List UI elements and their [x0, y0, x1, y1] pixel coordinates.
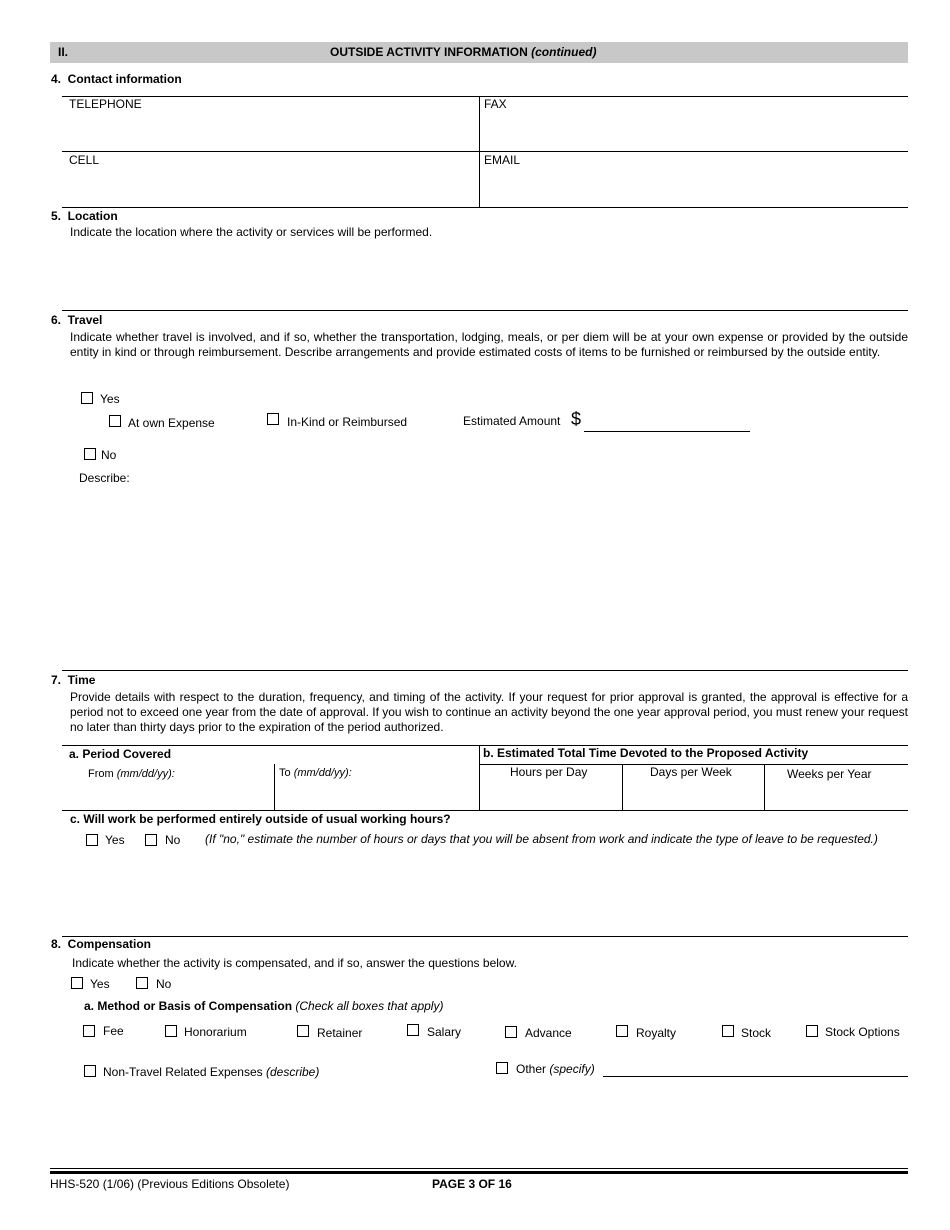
advance-label: Advance	[525, 1026, 572, 1040]
footer-rule	[50, 1168, 908, 1169]
method-heading: a. Method or Basis of Compensation (Check all boxes that apply)	[84, 999, 444, 1013]
honorarium-label: Honorarium	[184, 1025, 247, 1039]
leave-details-field[interactable]	[70, 852, 908, 932]
currency-symbol: $	[571, 409, 582, 429]
form-id: HHS-520 (1/06) (Previous Editions Obsolete)	[50, 1177, 290, 1191]
from-label: From (mm/dd/yy):	[88, 768, 175, 780]
divider	[62, 670, 908, 671]
travel-yes-label: Yes	[100, 392, 120, 406]
divider	[479, 96, 480, 207]
section-header	[50, 42, 908, 63]
estimated-amount-label: Estimated Amount	[463, 414, 561, 428]
divider	[764, 764, 765, 810]
time-heading: 7. Time	[51, 673, 96, 687]
compensation-no-label: No	[156, 977, 172, 991]
estimated-amount-field[interactable]	[584, 413, 750, 432]
stock-options-label: Stock Options	[825, 1025, 900, 1039]
fax-field[interactable]	[481, 97, 907, 150]
cell-field[interactable]	[63, 152, 477, 206]
location-instruction: Indicate the location where the activity or services will be performed.	[70, 225, 433, 239]
travel-no-label: No	[101, 448, 117, 462]
travel-heading: 6. Travel	[51, 313, 103, 327]
retainer-checkbox[interactable]	[297, 1025, 309, 1037]
divider	[62, 207, 908, 208]
hours-per-day-field[interactable]	[481, 782, 621, 809]
other-specify-field[interactable]	[603, 1060, 908, 1077]
divider	[622, 764, 623, 810]
advance-checkbox[interactable]	[505, 1026, 517, 1038]
email-label: EMAIL	[484, 153, 521, 167]
stock-label: Stock	[741, 1026, 772, 1040]
travel-describe-field[interactable]	[79, 488, 908, 666]
page-number: PAGE 3 OF 16	[432, 1177, 512, 1191]
compensation-no-checkbox[interactable]	[136, 977, 148, 989]
stock-checkbox[interactable]	[722, 1025, 734, 1037]
travel-yes-checkbox[interactable]	[81, 392, 93, 404]
honorarium-checkbox[interactable]	[165, 1025, 177, 1037]
own-expense-label: At own Expense	[128, 416, 215, 430]
fee-label: Fee	[103, 1024, 124, 1038]
royalty-label: Royalty	[636, 1026, 677, 1040]
outside-hours-question: c. Will work be performed entirely outside of usual working hours?	[70, 812, 451, 826]
to-date-field[interactable]	[276, 783, 478, 809]
retainer-label: Retainer	[317, 1026, 363, 1040]
outside-hours-no-checkbox[interactable]	[145, 834, 157, 846]
in-kind-checkbox[interactable]	[267, 413, 279, 425]
cell-label: CELL	[69, 153, 100, 167]
email-field[interactable]	[481, 152, 907, 206]
location-field[interactable]	[70, 242, 908, 308]
compensation-heading: 8. Compensation	[51, 937, 152, 951]
non-travel-checkbox[interactable]	[84, 1065, 96, 1077]
non-travel-label: Non-Travel Related Expenses (describe)	[103, 1065, 320, 1079]
salary-checkbox[interactable]	[407, 1024, 419, 1036]
divider	[274, 764, 275, 810]
outside-hours-no-label: No	[165, 833, 181, 847]
divider	[62, 936, 908, 937]
royalty-checkbox[interactable]	[616, 1025, 628, 1037]
own-expense-checkbox[interactable]	[109, 415, 121, 427]
travel-no-checkbox[interactable]	[84, 448, 96, 460]
stock-options-checkbox[interactable]	[806, 1025, 818, 1037]
other-checkbox[interactable]	[496, 1062, 508, 1074]
divider	[62, 810, 908, 811]
outside-hours-note: (If "no," estimate the number of hours or days that you will be absent from work and indicate the type of leave to be requested.)	[205, 832, 878, 846]
fee-checkbox[interactable]	[83, 1025, 95, 1037]
outside-hours-yes-checkbox[interactable]	[86, 834, 98, 846]
describe-label: Describe:	[79, 471, 130, 485]
outside-hours-yes-label: Yes	[105, 833, 125, 847]
divider	[62, 310, 908, 311]
weeks-per-year-label: Weeks per Year	[787, 767, 872, 781]
contact-heading: 4. Contact information	[51, 72, 182, 86]
salary-label: Salary	[427, 1025, 462, 1039]
section-number: II.	[58, 45, 69, 59]
compensation-yes-label: Yes	[90, 977, 110, 991]
section-title: OUTSIDE ACTIVITY INFORMATION (continued)	[330, 45, 597, 59]
weeks-per-year-field[interactable]	[766, 782, 907, 809]
in-kind-label: In-Kind or Reimbursed	[287, 415, 408, 429]
location-heading: 5. Location	[51, 209, 118, 223]
telephone-label: TELEPHONE	[69, 97, 142, 111]
estimate-heading: b. Estimated Total Time Devoted to the Proposed Activity	[483, 746, 809, 760]
travel-instruction: Indicate whether travel is involved, and if so, whether the transportation, lodging, meals, or per diem will be at your own expense or provided by the outside entity in kind or through reimbursement. Describe arrangements and provide estimated costs of items to be furnished or reimbursed by the outside entity.	[70, 330, 908, 359]
period-heading: a. Period Covered	[69, 747, 172, 761]
compensation-yes-checkbox[interactable]	[71, 977, 83, 989]
time-instruction: Provide details with respect to the duration, frequency, and timing of the activity. If your request for prior approval is granted, the approval is effective for a period not to exceed one year from the date of approval. If you wish to continue an activity beyond the one year approval period, you must renew your request no later than thirty days prior to the expiration of the period authorized.	[70, 690, 908, 734]
fax-label: FAX	[484, 97, 507, 111]
hours-per-day-label: Hours per Day	[510, 765, 588, 779]
compensation-instruction: Indicate whether the activity is compensated, and if so, answer the questions below.	[72, 956, 517, 970]
from-date-field[interactable]	[63, 783, 273, 809]
days-per-week-label: Days per Week	[650, 765, 732, 779]
divider	[479, 745, 480, 810]
days-per-week-field[interactable]	[624, 782, 763, 809]
other-label: Other (specify)	[516, 1062, 595, 1076]
footer-rule-thick	[50, 1171, 908, 1174]
to-label: To (mm/dd/yy):	[279, 767, 352, 779]
